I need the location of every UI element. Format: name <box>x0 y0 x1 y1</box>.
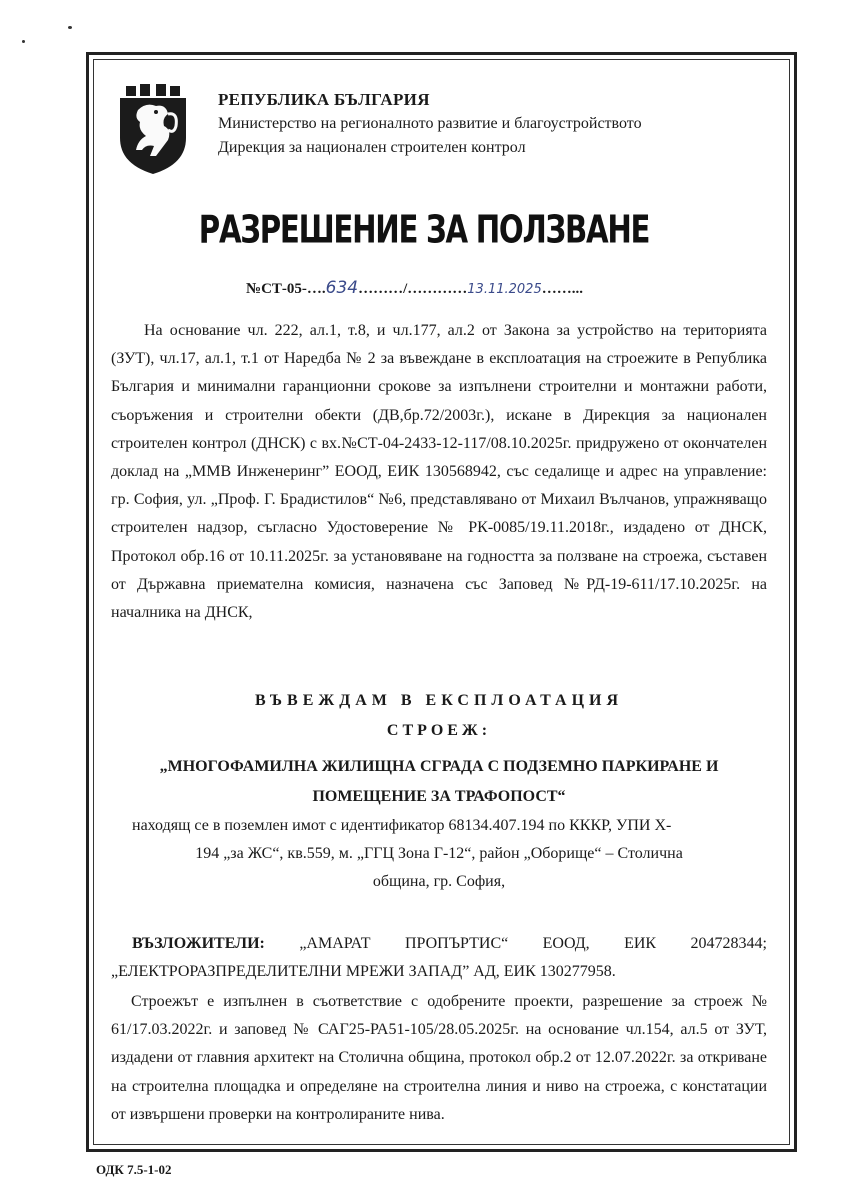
bulgarian-lion-coat-of-arms-icon <box>116 84 190 176</box>
scan-speck <box>22 40 25 43</box>
object-name-line1: „МНОГОФАМИЛНА ЖИЛИЩНА СГРАДА С ПОДЗЕМНО ПАРКИРАНЕ И <box>159 758 719 775</box>
document-title: РАЗРЕШЕНИЕ ЗА ПОЛЗВАНЕ <box>198 208 650 253</box>
assignors-word: ЕИК <box>624 935 657 952</box>
assignors-block <box>111 930 767 986</box>
construction-heading: СТРОЕЖ: <box>386 722 492 739</box>
object-name <box>111 752 767 812</box>
enter-operation-heading: ВЪВЕЖДАМ В ЕКСПЛОАТАЦИЯ <box>254 692 624 709</box>
object-location <box>111 812 767 896</box>
assignors-label: ВЪЗЛОЖИТЕЛИ: <box>132 935 265 952</box>
ministry-name: Министерство на регионалното развитие и благоустройството <box>218 115 642 132</box>
location-line1: находящ се в поземлен имот с идентификатор 68134.407.194 по КККР, УПИ Х- <box>132 817 672 834</box>
scan-speck <box>68 26 72 29</box>
assignors-line1 <box>111 930 767 958</box>
assignors-line2: „ЕЛЕКТРОРАЗПРЕДЕЛИТЕЛНИ МРЕЖИ ЗАПАД” АД, ЕИК 130277958. <box>111 963 616 980</box>
document-number <box>246 278 583 298</box>
issuer-header <box>218 88 642 160</box>
legal-basis-paragraph: На основание чл. 222, ал.1, т.8, и чл.177, ал.2 от Закона за устройство на територията (ЗУТ), чл.17, ал.1, т.1 от Наредба № 2 за въвеждане в експлоатация на строежите в Република България и минимални гаранционни срокове за изпълнени строителни и монтажни работи, съоръжения и строителни обекти (ДВ,бр.72/2003г.), искане в Дирекция за национален строителен контрол (ДНСК) с вх.№СТ-04-2433-12-117/08.10.2025г. придружено от окончателен доклад на „ММВ Инженеринг” ЕООД, ЕИК 130568942, със седалище и адрес на управление: гр. София, ул. „Проф. Г. Брадистилов“ №6, представлявано от Михаил Вълчанов, упражняващо строителен надзор, съгласно Удостоверение № РК-0085/19.11.2018г., издадено от ДНСК, Протокол обр.16 от 10.11.2025г. за установяване на годността за ползване на строежа, съставен от Държавна приемателна комисия, назначена със Заповед №РД-19-611/17.10.2025г. на началника на ДНСК, <box>111 322 767 622</box>
location-line3: община, гр. София, <box>372 873 506 890</box>
republic-name: РЕПУБЛИКА БЪЛГАРИЯ <box>218 90 430 109</box>
form-code: ОДК 7.5-1-02 <box>96 1162 172 1177</box>
assignors-word: ЕООД, <box>542 935 590 952</box>
doc-number-separator: ………/………… <box>358 281 468 297</box>
assignors-word: 204728344; <box>690 935 767 952</box>
object-name-line2: ПОМЕЩЕНИЕ ЗА ТРАФОПОСТ“ <box>312 788 566 805</box>
doc-number-suffix: ……... <box>541 281 583 297</box>
assignors-word: „АМАРАТ <box>299 935 371 952</box>
compliance-paragraph: Строежът е изпълнен в съответствие с одобрените проекти, разрешение за строеж № 61/17.03.2022г. и заповед № САГ25-РА51-105/28.05.2025г. на основание чл.154, ал.5 от ЗУТ, издадени от главния архитект на Столична община, протокол обр.2 от 12.07.2022г. за откриване на строителна площадка и определяне на строителна линия и ниво на строежа, с констатации от извършени проверки на контролираните нива. <box>111 993 767 1123</box>
directorate-name: Дирекция за национален строителен контрол <box>218 139 526 156</box>
doc-number-prefix: №СТ-05-…. <box>246 281 326 297</box>
location-line2: 194 „за ЖС“, кв.559, м. „ГГЦ Зона Г-12“, район „Оборище“ – Столична <box>195 845 683 862</box>
handwritten-number: 634 <box>325 278 359 298</box>
assignors-word: ПРОПЪРТИС“ <box>404 935 509 952</box>
handwritten-date: 13.11.2025 <box>467 282 542 297</box>
